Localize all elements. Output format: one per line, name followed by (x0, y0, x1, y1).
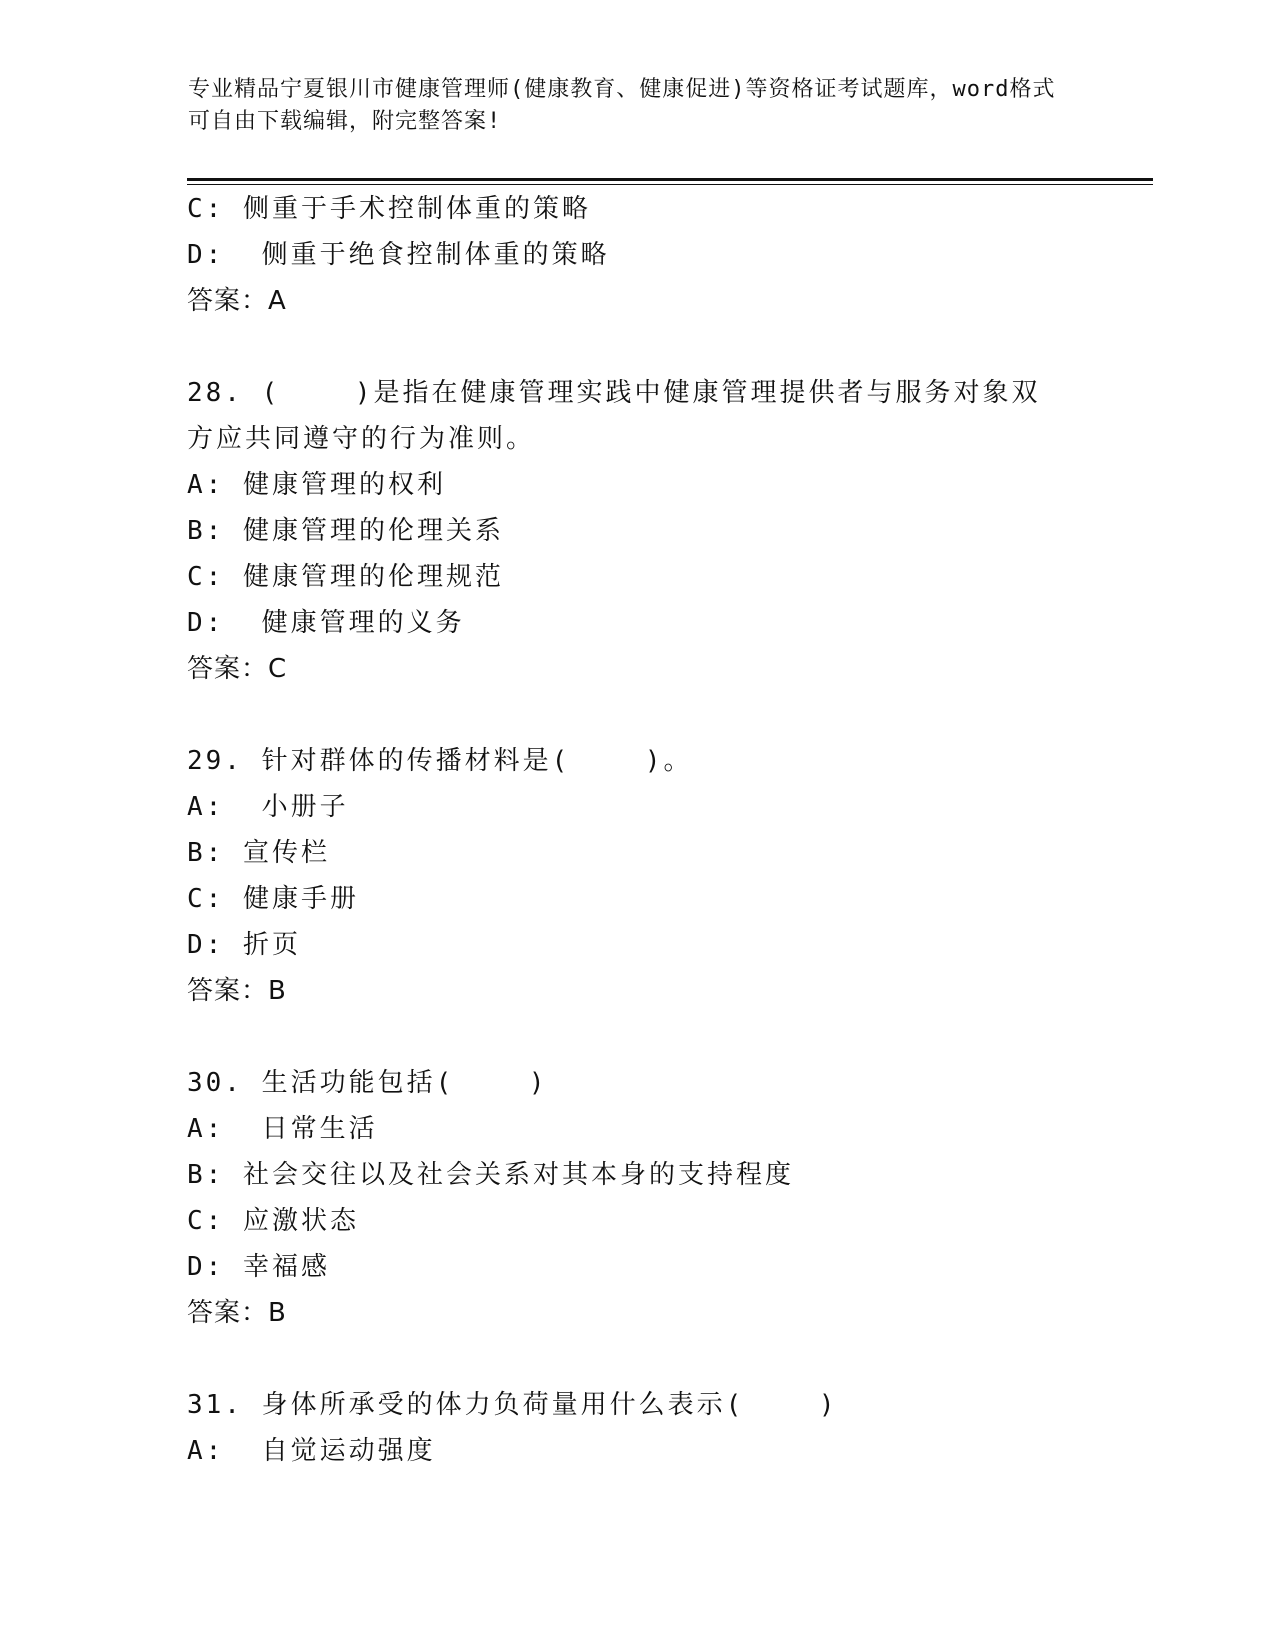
spacer (187, 1014, 1153, 1060)
question-stem: 28. ( )是指在健康管理实践中健康管理提供者与服务对象双方应共同遵守的行为准则。 (187, 378, 1041, 454)
header-divider-thin (187, 184, 1153, 185)
question-31 (187, 1382, 1153, 1474)
question-27-continued (187, 186, 1153, 324)
option-a: A: 小册子 (187, 792, 349, 822)
option-a: A: 健康管理的权利 (187, 470, 446, 500)
option-a: A: 自觉运动强度 (187, 1436, 436, 1466)
answer-line: 答案：B (187, 976, 287, 1006)
option-c: C: 侧重于手术控制体重的策略 (187, 194, 591, 224)
spacer (187, 324, 1153, 370)
option-b: B: 社会交往以及社会关系对其本身的支持程度 (187, 1160, 794, 1190)
option-d: D: 健康管理的义务 (187, 608, 465, 638)
question-stem: 31. 身体所承受的体力负荷量用什么表示( ) (187, 1390, 838, 1420)
answer-line: 答案：B (187, 1298, 287, 1328)
option-c: C: 健康手册 (187, 884, 359, 914)
option-c: C: 应激状态 (187, 1206, 359, 1236)
question-stem: 30. 生活功能包括( ) (187, 1068, 548, 1098)
document-header: 专业精品宁夏银川市健康管理师(健康教育、健康促进)等资格证考试题库，word格式可自由下载编辑，附完整答案! (188, 77, 1056, 134)
option-d: D: 侧重于绝食控制体重的策略 (187, 240, 610, 270)
question-28 (187, 370, 1153, 692)
question-29 (187, 738, 1153, 1014)
answer-line: 答案：C (187, 654, 288, 684)
option-c: C: 健康管理的伦理规范 (187, 562, 504, 592)
option-b: B: 健康管理的伦理关系 (187, 516, 504, 546)
spacer (187, 692, 1153, 738)
spacer (187, 1336, 1153, 1382)
question-stem: 29. 针对群体的传播材料是( )。 (187, 746, 693, 776)
question-content (187, 186, 1153, 1474)
option-b: B: 宣传栏 (187, 838, 330, 868)
header-divider-thick (187, 178, 1153, 181)
question-30 (187, 1060, 1153, 1336)
answer-line: 答案：A (187, 286, 287, 316)
option-a: A: 日常生活 (187, 1114, 378, 1144)
option-d: D: 幸福感 (187, 1252, 330, 1282)
option-d: D: 折页 (187, 930, 301, 960)
